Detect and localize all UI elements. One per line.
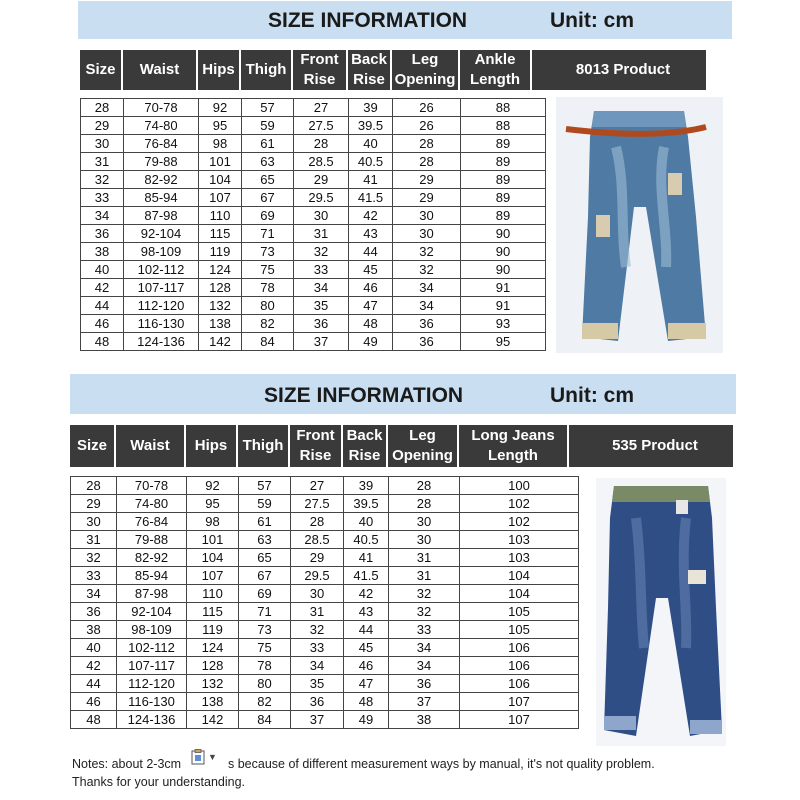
table-cell: 41.5 — [349, 189, 393, 207]
table-cell: 37 — [389, 693, 460, 711]
table-cell: 28 — [291, 513, 344, 531]
table-cell: 84 — [242, 333, 294, 351]
table-cell: 102-112 — [117, 639, 187, 657]
table-cell: 33 — [294, 261, 349, 279]
col-size: Size — [70, 425, 116, 467]
table-cell: 36 — [81, 225, 124, 243]
table-cell: 101 — [199, 153, 242, 171]
table-cell: 124 — [187, 639, 239, 657]
table-cell: 32 — [294, 243, 349, 261]
table-cell: 107-117 — [124, 279, 199, 297]
header-row-2 — [70, 425, 733, 467]
table-cell: 28 — [81, 99, 124, 117]
table-row — [71, 477, 579, 495]
table-cell: 71 — [242, 225, 294, 243]
table-cell: 31 — [389, 549, 460, 567]
table-cell: 119 — [199, 243, 242, 261]
table-cell: 45 — [344, 639, 389, 657]
table-cell: 63 — [242, 153, 294, 171]
table-cell: 91 — [461, 279, 546, 297]
table-cell: 29 — [81, 117, 124, 135]
table-row — [81, 171, 546, 189]
table-cell: 29 — [71, 495, 117, 513]
table-cell: 59 — [242, 117, 294, 135]
table-cell: 31 — [294, 225, 349, 243]
table-cell: 37 — [291, 711, 344, 729]
table-cell: 43 — [349, 225, 393, 243]
size-table-1 — [80, 98, 546, 351]
table-cell: 28.5 — [291, 531, 344, 549]
table-cell: 91 — [461, 297, 546, 315]
product-label-2: 535 Product — [577, 425, 733, 467]
table-row — [71, 657, 579, 675]
table-cell: 31 — [389, 567, 460, 585]
table-cell: 36 — [71, 603, 117, 621]
table-cell: 30 — [294, 207, 349, 225]
table-cell: 33 — [291, 639, 344, 657]
table-row — [81, 99, 546, 117]
table-row — [81, 225, 546, 243]
table-cell: 115 — [199, 225, 242, 243]
table-cell: 71 — [239, 603, 291, 621]
table-cell: 36 — [294, 315, 349, 333]
table-cell: 27 — [291, 477, 344, 495]
table-cell: 100 — [460, 477, 579, 495]
table-cell: 30 — [393, 207, 461, 225]
table-row — [71, 495, 579, 513]
table-cell: 46 — [71, 693, 117, 711]
col-thigh: Thigh — [238, 425, 290, 467]
table-cell: 33 — [389, 621, 460, 639]
table-cell: 110 — [199, 207, 242, 225]
table-cell: 102-112 — [124, 261, 199, 279]
table-cell: 34 — [294, 279, 349, 297]
table-row — [71, 585, 579, 603]
notes-line-2: Thanks for your understanding. — [72, 775, 246, 789]
table-cell: 82-92 — [124, 171, 199, 189]
table-cell: 85-94 — [124, 189, 199, 207]
table-cell: 142 — [187, 711, 239, 729]
table-cell: 29 — [291, 549, 344, 567]
chevron-down-icon: ▼ — [208, 752, 217, 762]
col-leg-opening: Leg Opening — [388, 425, 459, 467]
banner-2-unit: Unit: cm — [550, 384, 634, 407]
table-cell: 32 — [393, 261, 461, 279]
product-label-1: 8013 Product — [540, 50, 706, 90]
col-front-rise: Front Rise — [293, 50, 348, 90]
table-cell: 35 — [291, 675, 344, 693]
table-cell: 57 — [239, 477, 291, 495]
table-cell: 42 — [71, 657, 117, 675]
table-cell: 69 — [239, 585, 291, 603]
table-cell: 48 — [349, 315, 393, 333]
table-cell: 40 — [349, 135, 393, 153]
table-cell: 95 — [461, 333, 546, 351]
table-cell: 70-78 — [117, 477, 187, 495]
table-cell: 57 — [242, 99, 294, 117]
table-cell: 29 — [393, 189, 461, 207]
table-cell: 33 — [71, 567, 117, 585]
table-cell: 69 — [242, 207, 294, 225]
table-cell: 41 — [344, 549, 389, 567]
table-cell: 102 — [460, 513, 579, 531]
col-back-rise: Back Rise — [343, 425, 388, 467]
table-cell: 107 — [460, 693, 579, 711]
table-cell: 44 — [349, 243, 393, 261]
table-cell: 98 — [199, 135, 242, 153]
col-waist: Waist — [123, 50, 198, 90]
table-cell: 41.5 — [344, 567, 389, 585]
table-row — [81, 261, 546, 279]
table-cell: 27.5 — [294, 117, 349, 135]
table-cell: 128 — [199, 279, 242, 297]
table-cell: 34 — [393, 279, 461, 297]
table-cell: 82-92 — [117, 549, 187, 567]
table-cell: 30 — [389, 531, 460, 549]
table-cell: 42 — [344, 585, 389, 603]
table-cell: 33 — [81, 189, 124, 207]
table-row — [81, 117, 546, 135]
table-cell: 44 — [81, 297, 124, 315]
table-cell: 74-80 — [124, 117, 199, 135]
table-cell: 48 — [81, 333, 124, 351]
table-row — [71, 603, 579, 621]
table-cell: 39 — [344, 477, 389, 495]
table-cell: 92-104 — [117, 603, 187, 621]
table-cell: 44 — [344, 621, 389, 639]
table-cell: 34 — [71, 585, 117, 603]
table-cell: 37 — [294, 333, 349, 351]
table-cell: 107 — [199, 189, 242, 207]
table-cell: 28 — [389, 495, 460, 513]
table-cell: 107 — [460, 711, 579, 729]
table-cell: 85-94 — [117, 567, 187, 585]
table-cell: 107 — [187, 567, 239, 585]
table-cell: 29.5 — [294, 189, 349, 207]
table-cell: 124-136 — [117, 711, 187, 729]
table-cell: 80 — [239, 675, 291, 693]
table-cell: 40 — [71, 639, 117, 657]
table-cell: 32 — [393, 243, 461, 261]
table-cell: 31 — [71, 531, 117, 549]
table-cell: 36 — [389, 675, 460, 693]
col-leg-opening: Leg Opening — [392, 50, 460, 90]
col-back-rise: Back Rise — [348, 50, 392, 90]
table-row — [71, 549, 579, 567]
table-cell: 29 — [294, 171, 349, 189]
table-cell: 28 — [393, 135, 461, 153]
table-cell: 138 — [199, 315, 242, 333]
clipboard-icon — [191, 749, 205, 765]
table-cell: 45 — [349, 261, 393, 279]
table-cell: 119 — [187, 621, 239, 639]
table-cell: 38 — [389, 711, 460, 729]
table-cell: 98-109 — [124, 243, 199, 261]
table-cell: 107-117 — [117, 657, 187, 675]
table-cell: 49 — [349, 333, 393, 351]
col-ankle-length: Ankle Length — [460, 50, 532, 90]
table-row — [81, 189, 546, 207]
table-cell: 110 — [187, 585, 239, 603]
table-cell: 74-80 — [117, 495, 187, 513]
table-cell: 39.5 — [344, 495, 389, 513]
table-row — [81, 207, 546, 225]
table-cell: 90 — [461, 243, 546, 261]
table-cell: 76-84 — [124, 135, 199, 153]
col-long-jeans-length: Long Jeans Length — [459, 425, 569, 467]
table-cell: 47 — [344, 675, 389, 693]
table-cell: 75 — [239, 639, 291, 657]
table-cell: 124-136 — [124, 333, 199, 351]
table-row — [81, 135, 546, 153]
product-photo-8013 — [556, 97, 723, 353]
table-cell: 93 — [461, 315, 546, 333]
table-cell: 82 — [239, 693, 291, 711]
table-cell: 59 — [239, 495, 291, 513]
table-cell: 79-88 — [117, 531, 187, 549]
banner-1-title: SIZE INFORMATION — [268, 9, 468, 32]
table-cell: 43 — [344, 603, 389, 621]
table-cell: 28 — [294, 135, 349, 153]
table-row — [81, 279, 546, 297]
product-photo-535 — [596, 478, 726, 746]
table-cell: 26 — [393, 99, 461, 117]
table-cell: 104 — [460, 585, 579, 603]
notes-line-1a: Notes: about 2-3cm — [72, 757, 182, 771]
col-size: Size — [80, 50, 123, 90]
table-cell: 90 — [461, 261, 546, 279]
table-cell: 27 — [294, 99, 349, 117]
table-cell: 42 — [349, 207, 393, 225]
table-cell: 78 — [242, 279, 294, 297]
table-cell: 90 — [461, 225, 546, 243]
table-cell: 92-104 — [124, 225, 199, 243]
table-cell: 95 — [199, 117, 242, 135]
table-cell: 49 — [344, 711, 389, 729]
table-cell: 32 — [389, 585, 460, 603]
table-cell: 98-109 — [117, 621, 187, 639]
table-cell: 31 — [291, 603, 344, 621]
table-row — [71, 513, 579, 531]
table-cell: 38 — [81, 243, 124, 261]
table-cell: 39 — [349, 99, 393, 117]
table-cell: 101 — [187, 531, 239, 549]
table-cell: 46 — [344, 657, 389, 675]
table-cell: 142 — [199, 333, 242, 351]
header-row-1 — [80, 50, 706, 90]
table-cell: 30 — [291, 585, 344, 603]
table-cell: 80 — [242, 297, 294, 315]
table-cell: 95 — [187, 495, 239, 513]
table-cell: 104 — [187, 549, 239, 567]
table-cell: 84 — [239, 711, 291, 729]
table-cell: 88 — [461, 99, 546, 117]
table-cell: 106 — [460, 639, 579, 657]
table-row — [71, 621, 579, 639]
notes-line-1b: s because of different measurement ways by manual, it's not quality problem. — [228, 757, 655, 771]
table-cell: 124 — [199, 261, 242, 279]
table-cell: 132 — [199, 297, 242, 315]
table-row — [81, 315, 546, 333]
table-row — [81, 297, 546, 315]
table-cell: 89 — [461, 153, 546, 171]
table-cell: 36 — [291, 693, 344, 711]
table-cell: 103 — [460, 549, 579, 567]
table-row — [71, 675, 579, 693]
table-cell: 82 — [242, 315, 294, 333]
table-cell: 30 — [393, 225, 461, 243]
table-cell: 76-84 — [117, 513, 187, 531]
table-cell: 104 — [460, 567, 579, 585]
col-thigh: Thigh — [241, 50, 293, 90]
table-cell: 40.5 — [344, 531, 389, 549]
table-cell: 116-130 — [117, 693, 187, 711]
table-cell: 89 — [461, 135, 546, 153]
table-cell: 32 — [389, 603, 460, 621]
table-cell: 104 — [199, 171, 242, 189]
table-cell: 47 — [349, 297, 393, 315]
table-cell: 89 — [461, 189, 546, 207]
table-cell: 41 — [349, 171, 393, 189]
table-cell: 87-98 — [117, 585, 187, 603]
table-cell: 29.5 — [291, 567, 344, 585]
col-hips: Hips — [186, 425, 238, 467]
table-cell: 63 — [239, 531, 291, 549]
col-hips: Hips — [198, 50, 241, 90]
table-row — [71, 711, 579, 729]
table-row — [71, 639, 579, 657]
table-cell: 103 — [460, 531, 579, 549]
table-cell: 40.5 — [349, 153, 393, 171]
table-cell: 34 — [291, 657, 344, 675]
table-cell: 26 — [393, 117, 461, 135]
table-cell: 36 — [393, 315, 461, 333]
table-cell: 40 — [81, 261, 124, 279]
table-cell: 112-120 — [117, 675, 187, 693]
table-cell: 44 — [71, 675, 117, 693]
table-cell: 39.5 — [349, 117, 393, 135]
table-cell: 92 — [187, 477, 239, 495]
table-cell: 87-98 — [124, 207, 199, 225]
jeans-8013-icon — [556, 97, 723, 353]
table-cell: 30 — [71, 513, 117, 531]
table-cell: 73 — [239, 621, 291, 639]
table-cell: 36 — [393, 333, 461, 351]
banner-1-unit: Unit: cm — [550, 9, 634, 32]
table-cell: 28.5 — [294, 153, 349, 171]
table-cell: 35 — [294, 297, 349, 315]
table-cell: 73 — [242, 243, 294, 261]
table-cell: 38 — [71, 621, 117, 639]
table-cell: 46 — [349, 279, 393, 297]
table-row — [81, 153, 546, 171]
table-cell: 30 — [81, 135, 124, 153]
table-cell: 138 — [187, 693, 239, 711]
table-cell: 106 — [460, 675, 579, 693]
table-cell: 67 — [239, 567, 291, 585]
table-cell: 105 — [460, 603, 579, 621]
banner-1 — [78, 1, 732, 39]
col-waist: Waist — [116, 425, 186, 467]
table-cell: 98 — [187, 513, 239, 531]
table-cell: 34 — [81, 207, 124, 225]
table-cell: 28 — [389, 477, 460, 495]
table-cell: 28 — [393, 153, 461, 171]
table-cell: 40 — [344, 513, 389, 531]
table-cell: 88 — [461, 117, 546, 135]
table-cell: 32 — [71, 549, 117, 567]
table-cell: 46 — [81, 315, 124, 333]
table-cell: 34 — [389, 657, 460, 675]
col-front-rise: Front Rise — [290, 425, 343, 467]
table-cell: 106 — [460, 657, 579, 675]
table-row — [71, 531, 579, 549]
table-cell: 30 — [389, 513, 460, 531]
table-cell: 92 — [199, 99, 242, 117]
table-cell: 67 — [242, 189, 294, 207]
table-cell: 132 — [187, 675, 239, 693]
table-cell: 115 — [187, 603, 239, 621]
table-cell: 34 — [393, 297, 461, 315]
table-row — [71, 567, 579, 585]
table-cell: 31 — [81, 153, 124, 171]
size-table-2 — [70, 476, 579, 729]
table-cell: 102 — [460, 495, 579, 513]
table-cell: 29 — [393, 171, 461, 189]
table-cell: 65 — [242, 171, 294, 189]
table-row — [71, 693, 579, 711]
table-cell: 78 — [239, 657, 291, 675]
table-row — [81, 333, 546, 351]
table-cell: 75 — [242, 261, 294, 279]
table-cell: 48 — [71, 711, 117, 729]
banner-2 — [70, 374, 736, 414]
table-cell: 128 — [187, 657, 239, 675]
table-cell: 28 — [71, 477, 117, 495]
jeans-535-icon — [596, 478, 726, 746]
table-cell: 70-78 — [124, 99, 199, 117]
table-cell: 61 — [239, 513, 291, 531]
table-cell: 42 — [81, 279, 124, 297]
table-cell: 32 — [291, 621, 344, 639]
banner-2-title: SIZE INFORMATION — [264, 384, 464, 407]
table-cell: 89 — [461, 171, 546, 189]
table-cell: 48 — [344, 693, 389, 711]
table-cell: 105 — [460, 621, 579, 639]
table-cell: 61 — [242, 135, 294, 153]
table-cell: 112-120 — [124, 297, 199, 315]
table-cell: 27.5 — [291, 495, 344, 513]
table-cell: 89 — [461, 207, 546, 225]
table-row — [81, 243, 546, 261]
table-cell: 34 — [389, 639, 460, 657]
table-cell: 79-88 — [124, 153, 199, 171]
paste-options-button[interactable] — [191, 746, 225, 768]
table-cell: 116-130 — [124, 315, 199, 333]
table-cell: 32 — [81, 171, 124, 189]
table-cell: 65 — [239, 549, 291, 567]
